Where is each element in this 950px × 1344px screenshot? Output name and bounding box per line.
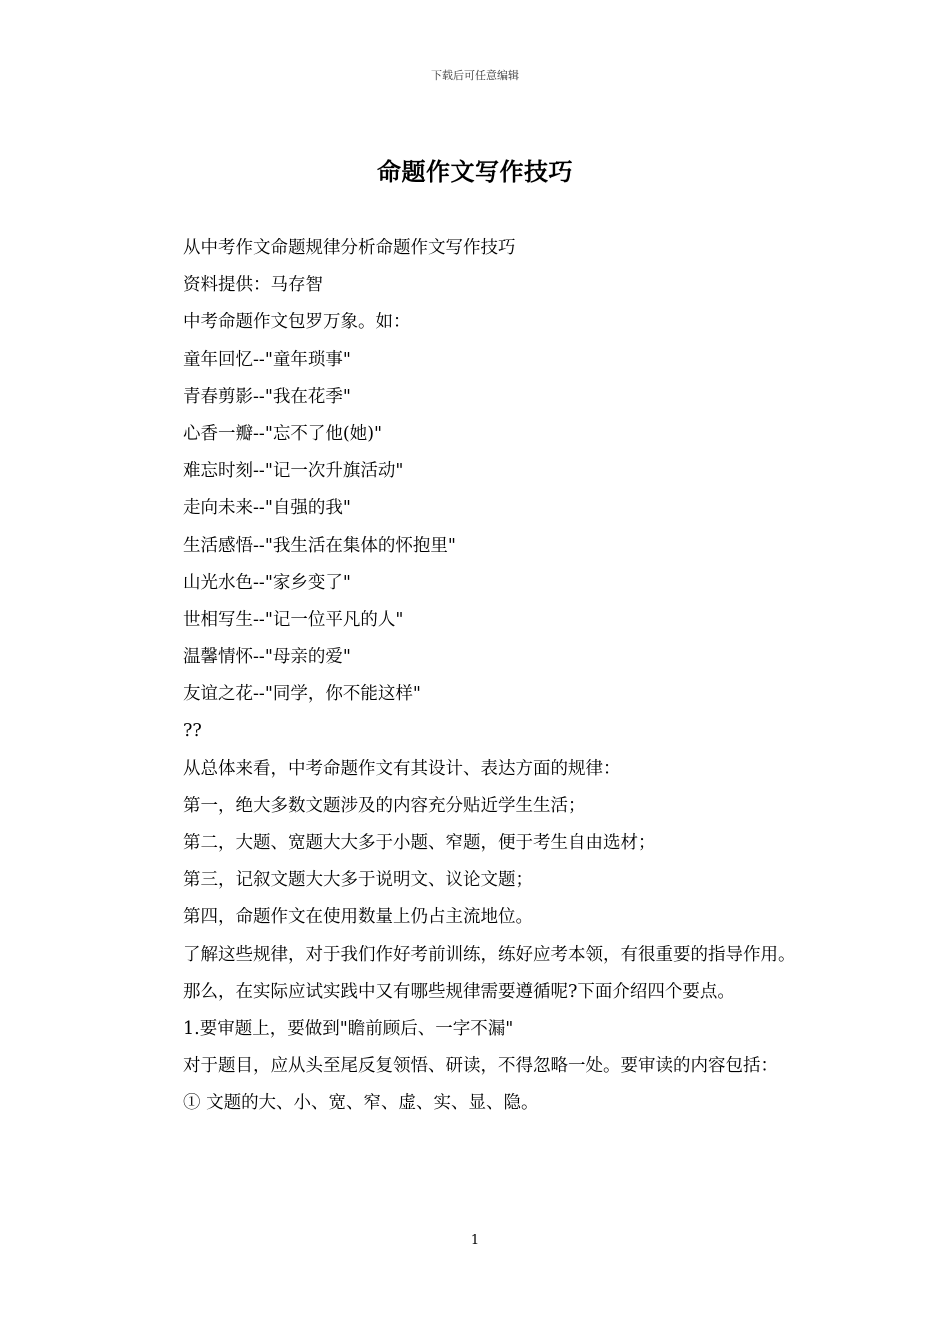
text-line: 山光水色--"家乡变了" [183, 572, 351, 593]
text-line: ?? [183, 721, 202, 742]
text-line: 世相写生--"记一位平凡的人" [183, 609, 404, 630]
text-line: 中考命题作文包罗万象。如： [183, 312, 411, 333]
text-line: 童年回忆--"童年琐事" [183, 349, 351, 370]
text-line: 第四，命题作文在使用数量上仍占主流地位。 [183, 907, 533, 928]
text-line: 资料提供：马存智 [183, 275, 323, 296]
document-title: 命题作文写作技巧 [377, 158, 573, 186]
text-line: 心香一瓣--"忘不了他(她)" [183, 423, 383, 444]
text-line-intro: 那么，在实际应试实践中又有哪些规律需要遵循呢?下面介绍四个要点。 [183, 981, 735, 1002]
text-line: 第三，记叙文题大大多于说明文、议论文题； [183, 870, 533, 891]
header-note: 下载后可任意编辑 [431, 69, 519, 82]
text-line: 青春剪影--"我在花季" [183, 386, 351, 407]
text-line: 从总体来看，中考命题作文有其设计、表达方面的规律： [183, 758, 621, 779]
list-item: ① 文题的大、小、宽、窄、虚、实、显、隐。 [183, 1093, 539, 1114]
document-body [144, 230, 810, 1123]
page-number: 1 [470, 1233, 480, 1248]
text-line: 温馨情怀--"母亲的爱" [183, 647, 351, 668]
paragraph-review: 对于题目，应从头至尾反复领悟、研读，不得忽略一处。要审读的内容包括： [183, 1056, 778, 1077]
text-line: 第二，大题、宽题大大多于小题、窄题，便于考生自由选材； [183, 833, 656, 853]
text-line-point-1: 1.要审题上，要做到"瞻前顾后、一字不漏" [183, 1018, 514, 1039]
text-line: 从中考作文命题规律分析命题作文写作技巧 [183, 238, 516, 258]
paragraph-rules: 了解这些规律，对于我们作好考前训练，练好应考本领，有很重要的指导作用。 [183, 944, 796, 965]
text-line: 生活感悟--"我生活在集体的怀抱里" [183, 535, 456, 556]
text-line: 友谊之花--"同学，你不能这样" [183, 684, 421, 705]
text-line: 第一，绝大多数文题涉及的内容充分贴近学生生活； [183, 795, 586, 816]
text-line: 走向未来--"自强的我" [183, 498, 351, 519]
text-line: 难忘时刻--"记一次升旗活动" [183, 461, 404, 482]
